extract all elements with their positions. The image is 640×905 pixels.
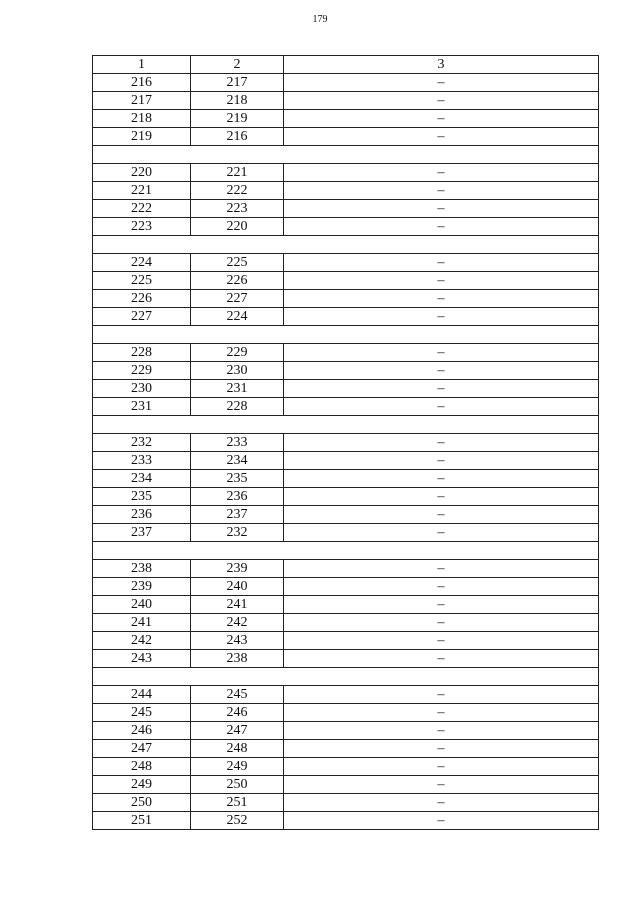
table-cell-col-3: – (284, 434, 599, 452)
table-cell-col-1: 241 (93, 614, 191, 632)
header-cell-1: 1 (93, 56, 191, 74)
table-cell-col-2: 234 (191, 452, 284, 470)
table-cell-col-3: – (284, 704, 599, 722)
table-cell-col-1: 234 (93, 470, 191, 488)
table-cell-col-1: 245 (93, 704, 191, 722)
group-separator-row (93, 416, 599, 434)
table-row (93, 650, 599, 668)
table-row (93, 398, 599, 416)
table-cell-col-2: 221 (191, 164, 284, 182)
table-row (93, 434, 599, 452)
table-cell-col-2: 226 (191, 272, 284, 290)
table-row (93, 704, 599, 722)
table-cell-col-2: 225 (191, 254, 284, 272)
table-cell-col-3: – (284, 560, 599, 578)
table-cell-col-2: 230 (191, 362, 284, 380)
table-row (93, 272, 599, 290)
table-cell-col-2: 252 (191, 812, 284, 830)
table-cell-col-3: – (284, 794, 599, 812)
table-cell-col-1: 220 (93, 164, 191, 182)
table-cell-col-3: – (284, 758, 599, 776)
table-cell-col-2: 238 (191, 650, 284, 668)
table-row (93, 74, 599, 92)
table-cell-col-3: – (284, 110, 599, 128)
table-row (93, 686, 599, 704)
table-row (93, 290, 599, 308)
table-row (93, 470, 599, 488)
table-cell-col-3: – (284, 722, 599, 740)
table-cell-col-3: – (284, 650, 599, 668)
group-separator-cell (93, 146, 599, 164)
group-separator-cell (93, 326, 599, 344)
table-cell-col-2: 233 (191, 434, 284, 452)
table-cell-col-1: 221 (93, 182, 191, 200)
table-cell-col-3: – (284, 308, 599, 326)
table-cell-col-1: 248 (93, 758, 191, 776)
table-cell-col-3: – (284, 290, 599, 308)
data-table (92, 55, 599, 830)
group-separator-cell (93, 668, 599, 686)
table-cell-col-2: 229 (191, 344, 284, 362)
table-cell-col-1: 226 (93, 290, 191, 308)
table-row (93, 128, 599, 146)
table-row (93, 812, 599, 830)
table-row (93, 380, 599, 398)
table-cell-col-1: 223 (93, 218, 191, 236)
table-cell-col-1: 229 (93, 362, 191, 380)
table-row (93, 362, 599, 380)
table-cell-col-2: 239 (191, 560, 284, 578)
group-separator-row (93, 542, 599, 560)
table-row (93, 758, 599, 776)
table-cell-col-1: 219 (93, 128, 191, 146)
table-row (93, 110, 599, 128)
group-separator-cell (93, 542, 599, 560)
table-cell-col-2: 240 (191, 578, 284, 596)
table-cell-col-1: 218 (93, 110, 191, 128)
table-cell-col-1: 251 (93, 812, 191, 830)
table-cell-col-3: – (284, 578, 599, 596)
table-row (93, 560, 599, 578)
table-cell-col-3: – (284, 740, 599, 758)
table-cell-col-3: – (284, 362, 599, 380)
table-cell-col-2: 249 (191, 758, 284, 776)
table-cell-col-1: 244 (93, 686, 191, 704)
table-cell-col-1: 249 (93, 776, 191, 794)
table-cell-col-1: 227 (93, 308, 191, 326)
table-cell-col-1: 242 (93, 632, 191, 650)
table-cell-col-2: 224 (191, 308, 284, 326)
table-cell-col-1: 222 (93, 200, 191, 218)
table-row (93, 506, 599, 524)
table-row (93, 524, 599, 542)
table-cell-col-2: 241 (191, 596, 284, 614)
table-cell-col-1: 228 (93, 344, 191, 362)
table-cell-col-3: – (284, 254, 599, 272)
table-row (93, 488, 599, 506)
table-row (93, 308, 599, 326)
table-cell-col-1: 239 (93, 578, 191, 596)
table-cell-col-2: 246 (191, 704, 284, 722)
table-cell-col-3: – (284, 380, 599, 398)
header-cell-3: 3 (284, 56, 599, 74)
table-cell-col-3: – (284, 344, 599, 362)
table-cell-col-2: 236 (191, 488, 284, 506)
table-cell-col-3: – (284, 74, 599, 92)
group-separator-row (93, 326, 599, 344)
table-cell-col-3: – (284, 272, 599, 290)
table-cell-col-1: 216 (93, 74, 191, 92)
table-cell-col-3: – (284, 92, 599, 110)
table-cell-col-3: – (284, 686, 599, 704)
table-row (93, 722, 599, 740)
table-cell-col-1: 247 (93, 740, 191, 758)
table-cell-col-2: 228 (191, 398, 284, 416)
table-row (93, 740, 599, 758)
table-row (93, 776, 599, 794)
table-cell-col-3: – (284, 632, 599, 650)
table-cell-col-1: 225 (93, 272, 191, 290)
table-cell-col-2: 219 (191, 110, 284, 128)
table-cell-col-2: 232 (191, 524, 284, 542)
table-cell-col-1: 246 (93, 722, 191, 740)
table-row (93, 596, 599, 614)
table-row (93, 344, 599, 362)
table-cell-col-1: 250 (93, 794, 191, 812)
table-row (93, 200, 599, 218)
table-cell-col-2: 251 (191, 794, 284, 812)
table-row (93, 578, 599, 596)
table-cell-col-2: 223 (191, 200, 284, 218)
table-row (93, 794, 599, 812)
table-cell-col-1: 235 (93, 488, 191, 506)
page-number: 179 (312, 14, 328, 25)
group-separator-cell (93, 236, 599, 254)
table-cell-col-2: 217 (191, 74, 284, 92)
table-cell-col-2: 222 (191, 182, 284, 200)
table-cell-col-2: 245 (191, 686, 284, 704)
table-cell-col-2: 216 (191, 128, 284, 146)
table-cell-col-2: 242 (191, 614, 284, 632)
group-separator-cell (93, 416, 599, 434)
group-separator-row (93, 146, 599, 164)
table-header-row (93, 56, 599, 74)
table-cell-col-1: 224 (93, 254, 191, 272)
table-row (93, 632, 599, 650)
table-body (93, 56, 599, 830)
table-row (93, 182, 599, 200)
table-cell-col-3: – (284, 164, 599, 182)
table-cell-col-2: 250 (191, 776, 284, 794)
table-row (93, 614, 599, 632)
table-cell-col-3: – (284, 182, 599, 200)
table-cell-col-1: 232 (93, 434, 191, 452)
table-cell-col-3: – (284, 398, 599, 416)
table-cell-col-1: 230 (93, 380, 191, 398)
table-row (93, 218, 599, 236)
table-cell-col-3: – (284, 218, 599, 236)
table-cell-col-2: 218 (191, 92, 284, 110)
table-cell-col-3: – (284, 812, 599, 830)
table-cell-col-3: – (284, 470, 599, 488)
table-cell-col-1: 231 (93, 398, 191, 416)
table-cell-col-1: 233 (93, 452, 191, 470)
table-cell-col-1: 237 (93, 524, 191, 542)
table-cell-col-2: 243 (191, 632, 284, 650)
table-row (93, 164, 599, 182)
table-cell-col-3: – (284, 506, 599, 524)
table-cell-col-2: 237 (191, 506, 284, 524)
header-cell-2: 2 (191, 56, 284, 74)
table-cell-col-1: 243 (93, 650, 191, 668)
table-cell-col-3: – (284, 596, 599, 614)
table-cell-col-3: – (284, 200, 599, 218)
table-cell-col-3: – (284, 776, 599, 794)
table-cell-col-3: – (284, 488, 599, 506)
table-row (93, 92, 599, 110)
table-row (93, 452, 599, 470)
table-cell-col-2: 231 (191, 380, 284, 398)
table-cell-col-2: 247 (191, 722, 284, 740)
table-cell-col-3: – (284, 452, 599, 470)
table-cell-col-2: 227 (191, 290, 284, 308)
table-cell-col-2: 248 (191, 740, 284, 758)
table-cell-col-1: 236 (93, 506, 191, 524)
table-cell-col-3: – (284, 524, 599, 542)
table-cell-col-3: – (284, 128, 599, 146)
table-cell-col-1: 238 (93, 560, 191, 578)
table-cell-col-2: 220 (191, 218, 284, 236)
table-cell-col-1: 240 (93, 596, 191, 614)
table-row (93, 254, 599, 272)
table-cell-col-2: 235 (191, 470, 284, 488)
table-cell-col-3: – (284, 614, 599, 632)
group-separator-row (93, 668, 599, 686)
group-separator-row (93, 236, 599, 254)
table-cell-col-1: 217 (93, 92, 191, 110)
